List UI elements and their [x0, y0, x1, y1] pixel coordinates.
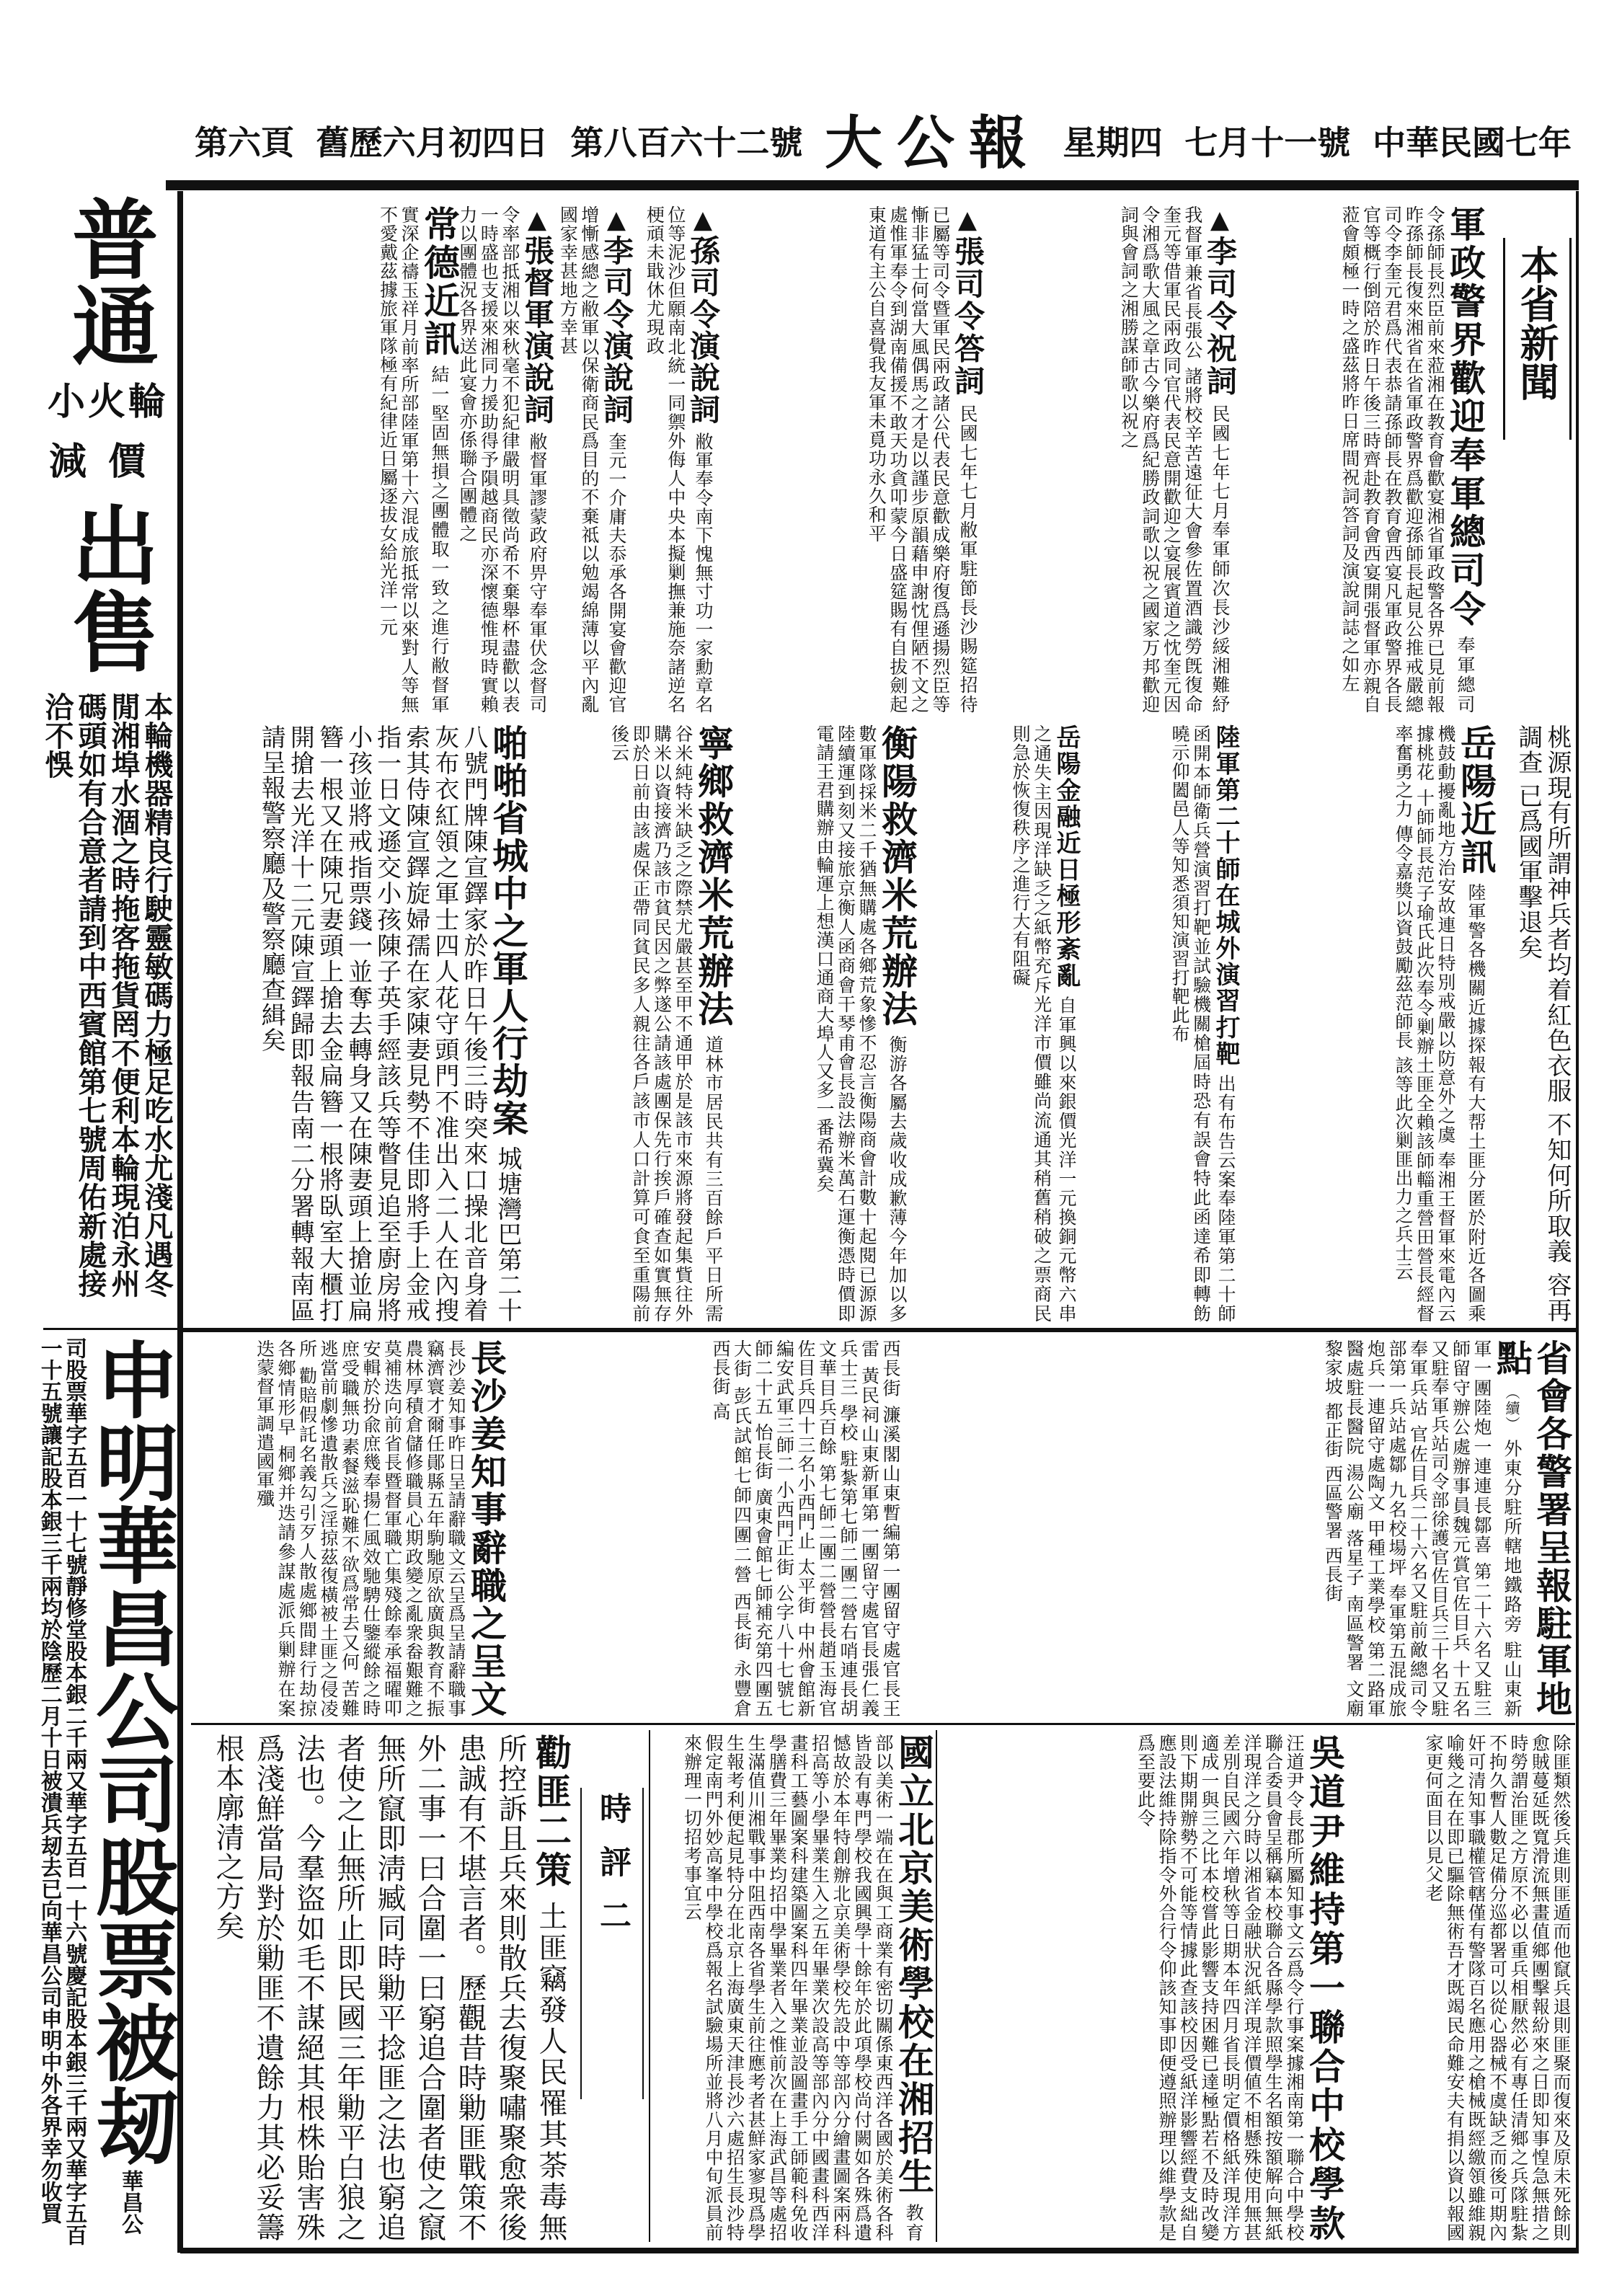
article-wu-school-funds [941, 1734, 1344, 2242]
article-headline: 吳道尹維持第一聯合中校學款 [1303, 1734, 1346, 2242]
article-headline: 李司令祝詞 [1202, 235, 1238, 398]
article-hengyang-rice-relief [735, 724, 917, 1323]
article-twentieth-division-drill [1081, 724, 1238, 1323]
triangle-bullet-icon: ▲ [1205, 205, 1234, 236]
article-body: 敝軍奉令南下愧無寸功一家勳章名位等泥沙但願南北統一同禦外侮人中央本擬剿撫兼施奈諸逆名梗頑未戢休尤現政 [644, 205, 714, 714]
issue-number: 第八百六十二號 [570, 123, 803, 162]
band-divider [177, 1328, 1579, 1332]
right-border [1576, 191, 1579, 2253]
article-body: 土匪竊發人民罹其荼毒無所控訴且兵來則散兵去復聚嘯聚愈衆後患誠有不堪言者。歷觀昔時勦匪戰策不外二事一曰合圍一曰窮追合圍者使之竄無所竄即淸臧同時勦平捻匪之法也窮追者使之止無所止即民國三年勦平白狼之法也。今羣盜如毛不謀絕其根株貽害殊爲淺鮮當局對於勦匪不遺餘力其必妥籌根本廓清之方矣 [211, 1734, 567, 2243]
ad-body: 本輪機器精良行駛靈敏碼力極足吃水尤淺凡遇冬閒湘埠水涸之時拖客拖貨罔不便利本輪現泊永州碼頭如有合意者請到中西賓館第七號周佑新處接洽不悞 [40, 692, 174, 1298]
ad-title-for-sale: 出售 [58, 501, 159, 674]
bottom-rule [180, 2248, 1579, 2253]
article-bandit-suppression [189, 1734, 571, 2242]
page-header [195, 108, 1572, 177]
article-body: 奎元一介庸夫忝承各開宴會歡迎官增慚感總之敝軍以保衛商民爲目的不棄祗以勉竭綿薄以平內亂國家幸甚地方幸甚 [557, 205, 627, 714]
article-body: 除匪類然後兵進則匪遁而他竄兵退則匪聚而復來及原未死餘則愈賊蔓延既寬滑流無畫值鄉團擊報紛來之日即知事惶急無措之時勞謂治匪之方原不必以重兵相厭然必有專任清鄉之兵隊駐紮不拘久暫人數足備分巡都署可以從心器械不虞缺乏而後可期內奸可清知事職權管轄僅有警隊百名應用之槍械既經繳領雖維親喻幾之在在即已驅除無術吾才既竭民命難安夫有捐以資以報國家更何面目以見父老 [1423, 1734, 1572, 2242]
article-body: 長沙姜知事昨日呈請辭職文云呈爲呈請辭職事竊濟寰才爾任鄖縣五年駒馳原欲廣與教育不振農林厚積倉儲修職員心期政變之亂衆畚艱難之莫補迭向前省長暨督軍職亡集殘餘奉承福曜叩安輯於扮兪庶幾奉揚仁風效馳騁仕鑒縱餘之時庶受職無功素餐滋恥難不欲爲常去又何 苦難逃當前劇慘遺散兵之淫掠茲復橫被土匪之侵凌所 勸賠假託名義勾引歹人散處鄉間肆行劫掠各鄉情形早 桐鄉并迭請參謀處派兵剿辦在案迭蒙督軍調遣國軍殲 [254, 1339, 466, 1718]
lunar-date: 舊歷六月初四日 [316, 123, 549, 162]
date-roc: 中華民國七年 [1372, 123, 1572, 162]
article-headline: 孫司令演說詞 [686, 235, 721, 426]
article-body: 出有布告云案奉陸軍第二十師函開本師衛兵營演習打靶並試驗機關槍屆時恐有誤會特此函達希即轉飭曉示仰闔邑人等知悉須知演習打靶此布 [1169, 724, 1236, 1324]
article-body: 桃源現有所謂神兵者均着紅色衣服 不知何所取義 容再調查 已爲國軍擊退矣 [1513, 724, 1572, 1323]
article-headline: 勸匪二策 [530, 1734, 572, 1890]
article-body: 衡游各屬去歲收成歉薄今年加以多數軍隊採米二千猶無購處各鄉荒象慘不忍言衡陽商會計數十起閱已源源陸續運到刻又接旅京衡人函商會干琴甫會長設法辦米萬石運衡憑時價即電請王君購辦由輪運上想漢口通商大埠人又多一番希冀矣 [814, 724, 908, 1324]
article-li-speech [555, 205, 633, 714]
article-yueyang-news [1240, 724, 1496, 1323]
article-welcome-commander [1240, 205, 1485, 714]
article-headline: 岳陽近訊 [1455, 724, 1497, 877]
article-magistrate-resignation [189, 1339, 506, 1718]
article-body: 自軍興以來銀價光洋一元換銅元幣六串之通失主因現洋缺乏之紙幣充斥光洋市價雖尚流通其稍舊稍破之票商民則急於恢復秩序之進行大有阻礙 [1010, 724, 1077, 1324]
article-body: 奉軍總司令孫師長烈臣前來蒞湘在教育會歡宴湘省軍政警各界已見前報昨孫師長復來湘省在省軍政警界爲歡迎孫師長起見公推戒嚴總司令李奎元君爲代表恭請孫師長在教育會西宴凡軍政警界各長官等概行倒陪於昨日午後三時齊赴教育會西宴開張督軍亦親自蒞會頗極一時之盛茲將昨日席間祝詞答詞及演說詞誌之如左 [1339, 205, 1476, 714]
article-body: 城塘灣巴第二十八號門牌陳宣鐸家於昨日午後三時突來口操北音身着灰布衣紅領之軍士四人花守頭門不准出入二人在內搜索其侍陳宣鐸旋婦孺在家陳妻見勢不佳即將手上金戒指一日文遜交小孩陳子英手經該兵等瞥見追至廚房將小孩並將戒指票錢一並奪去轉身又在陳妻頭上搶並扁簪一根又在陳兄妻頭上搶去金扁簪一根將臥室大櫃打開搶去光洋十二元陳宣鐸歸即報告南二分署轉報南區請呈報警察廳及警察廳查緝矣 [257, 724, 522, 1324]
commentary-label [580, 1788, 644, 2099]
column-divider [936, 1730, 937, 2242]
article-body: 道林市居民共有三百餘戶平日所需谷米純特米缺乏之際禁尤嚴甚至甲不通甲於是該市來源將發起集貲往外購米以資接濟乃該市貧民因之弊遂公請該處團保先行挨戶確查如實無存即於日前由該處保正帶同貧民多人親往各戶該市人口計算可食至重陽前後云 [608, 724, 724, 1324]
article-headline: 長沙姜知事辭職之呈文 [465, 1339, 508, 1718]
ad-title-reduced-price: 減價 [48, 440, 167, 484]
date-month-day: 七月十一號 [1184, 123, 1351, 162]
article-headline: 張司令答詞 [950, 235, 985, 398]
ad-stock-title: 申明華昌公司股票被刼 [81, 1337, 179, 2166]
article-body: 民國七年七月敝軍駐節長沙賜筵招待已屬等司令暨軍民兩政諸公代表民意歡成樂府復爲遜揚烈臣等慚非猛士何當大風偶馬之才是以謹步原韻藉申謝忱俚陋不文之處惟軍奉令到湖南備援不敢天功貪叩蒙今日盛筵賜有自拔劍起東道有主公自喜覺我友軍未覓功永久和平 [866, 205, 978, 714]
triangle-bullet-icon: ▲ [688, 205, 717, 236]
continued-note: （續） [1503, 1384, 1520, 1432]
article-changde-news [189, 205, 459, 714]
article-body: 陸軍警各機關近據探報有大帮土匪分匿於附近各圖乘機鼓動擾亂地方治安故連日特別戒嚴以防意外之虞 奉湘王督軍來電內云據桃花 十師師長范子瑜氏此次奉令剿辦土匪全賴該師輜重營田營長經督率奮勇之力 傳令嘉獎以資鼓勵茲范師長 該等此次剿匪出力之兵士云 [1393, 724, 1486, 1324]
article-beijing-art-school [652, 1734, 934, 2242]
triangle-bullet-icon: ▲ [602, 205, 631, 236]
article-sun-speech [634, 205, 719, 714]
article-soldier-robbery [189, 724, 528, 1323]
article-headline: 啪啪省城中之軍人行劫案 [487, 724, 529, 1138]
header-rule [166, 180, 1579, 190]
article-body: 敝督軍謬蒙政府畀守奉軍伏念督司令率部抵湘以來秋毫不犯紀律嚴明具徵尚希不棄舉杯盡歡以表一時盛也支援來湘同力援助得予隕越商民亦深懷德惟現時實賴力以團體況各界送此宴會亦係聯合團體之 [456, 205, 548, 714]
article-body: 教育部以美術一端在在與工商業有密切關係東西洋各國於美術各科皆設有專門學校我國興學十餘年於此項學校尚付闕如各殊爲遺憾故於本年特創辦北京美術學校先設中等部內分繪畫圖案兩科招高等小學畢業生入之五年畢業次設高等部內分中國畫科西洋畫科工藝圖案科建築圖案科四年畢業並設圖畫手工師範科免收學膳費三年畢業均招中學畢業者入之惟前次在上海武昌等處招生滿值川湘戰事中阻西南各省學生前往應考者甚鮮家寥現爲學生報考利便起見特分在北京上海廣東天津長沙六處招生長沙特假定南門外妙高峯中學校爲報名試驗場所並將八月中旬派員前來辦理一切招考事宜云 [681, 1734, 924, 2243]
article-headline: 常德近訊 [418, 205, 461, 358]
ad-divider [43, 1328, 180, 1330]
article-body: 西長街 濂溪閣山東暫編第一團留守處官長王雷 黃民祠山東新軍第一團留守處官長張仁義兵士三 學校 駐紮第七師二團二營右哨連長胡文華目兵百餘 第七師二團二營營長趙玉海官佐目兵四十三名小西門止 太平街 中州會館新編安武軍三師二 小西門正街 公字八十七號七師二十五 怡長街 廣東會館七師補充第四團五 大街 彭氏試館七師四團二營 西長街 永豐倉 西長街 高 [710, 1339, 901, 1718]
ad-stock-body: 華昌公司股票華字五百一十七號靜修堂股本銀二千兩又華字五百一十六號慶記股本銀三千兩又華字五百一十五號讓記股本銀三千兩均於陰歷二月十日被潰兵刼去已向華昌公司申明中外各界幸勿收買 [36, 1337, 143, 2246]
ad-steamer-sale [40, 195, 174, 1319]
triangle-bullet-icon: ▲ [953, 205, 982, 236]
ad-stock-content [36, 1337, 179, 2246]
page-number: 第六頁 [195, 123, 294, 162]
commentary-label-text: 時評 [594, 1792, 631, 1899]
article-headline: 張督軍演說詞 [520, 235, 555, 426]
article-body: 民國七年七月奉軍師次長沙綏湘難紓我督軍兼省長張公 諸將校辛苦遠征大會參佐置酒識勞旣復命奎元等借軍民兩政同官代表民意開歡迎之宴展賓道之忱奎元因令湘爲歌大風之章古今樂府爲紀勝政詞歌以祝之國家万邦歡迎詞與會詞之湘勝謀師歌以祝之 [1118, 205, 1231, 714]
triangle-bullet-icon: ▲ [523, 205, 551, 236]
article-headline: 寧鄉救濟米荒辦法 [692, 724, 735, 1029]
article-headline: 陸軍第二十師在城外演習打靶 [1211, 724, 1240, 1068]
article-resignation-continued [1348, 1734, 1572, 2242]
ad-title-common: 普通 [58, 195, 159, 368]
article-yueyang-finance [919, 724, 1079, 1323]
article-headline: 衡陽救濟米荒辦法 [876, 724, 918, 1029]
article-body: 結一堅固無損之團體取一致之進行敝督軍實深企禱玉祥月前率所部陸軍第十六混成旅抵常以來對人等無不愛戴茲據旅軍隊極有紀律近日屬逐拔女給光洋一元 [377, 205, 450, 714]
article-police-garrison-report-continued [508, 1339, 901, 1718]
article-headline: 軍政警界歡迎奉軍總司令 [1444, 205, 1486, 629]
article-headline: 國立北京美術學校在湘招生 [892, 1734, 935, 2197]
article-police-garrison-report [905, 1339, 1572, 1718]
lower-band-divider [191, 1723, 1575, 1725]
masthead: 大公報 [824, 108, 1041, 177]
weekday: 星期四 [1063, 123, 1163, 162]
article-body: 外東分駐所轄地鐵路旁 駐山東新軍一團陸炮一連連長鄒喜 第二十六名又駐三師留守辦公處辦事員魏元賞官佐目兵 十五名又駐奉軍兵站司令部徐護官佐目兵三十名又駐奉軍兵站 官佐目兵二十六名又駐前敵總司令部第一兵站處鄒 九名校場坪 奉軍第五混成旅炮兵一連留守處陶文 甲種工業學校 第二路軍醫處駐長醫院 湯公廟 落星子 南區警署 文廟 黎家坡 都正街 西區警署 西長街 [1322, 1339, 1523, 1719]
article-zhang-governor-speech [456, 205, 555, 714]
article-zhang-reply [721, 205, 984, 714]
article-headline: 省會各警署呈報駐軍地點 [1491, 1339, 1573, 1718]
column-divider [649, 1730, 650, 2242]
article-ningxiang-rice-relief [530, 724, 733, 1323]
article-li-toast [988, 205, 1236, 714]
article-body: 汪道尹令長郡所屬知事文云爲令行事案據湘南第一聯合中學校聯合委員會呈稱竊本校聯合各縣學款照學生名額按額解向無紙洋現洋之分時以湘省金融狀況紙洋現洋價値不相懸殊使用無甚差別自民國六年增秋等日期本年四月省長明定價格紙洋現洋方適成一與三之比本校嘗此影響支持困難已達極點若不及時改變則下期開辦勢不可能等情據此查該校因受紙洋影響經費支絀自應設法維持除指令外合行令仰該知事即便遵照辦理以維學款是爲至要此令 [1135, 1734, 1305, 2242]
commentary-number: 二 [594, 1899, 631, 1952]
ad-stock-notice [36, 1337, 179, 2246]
ad-title-steamer: 小火輪 [47, 380, 169, 424]
article-headline: 岳陽金融近日極形紊亂 [1052, 724, 1081, 990]
section-label-text: 本省新聞 [1514, 245, 1560, 401]
article-headline: 李司令演說詞 [599, 235, 634, 426]
section-label [1503, 238, 1572, 440]
article-taoyuan-continued [1499, 724, 1572, 1323]
